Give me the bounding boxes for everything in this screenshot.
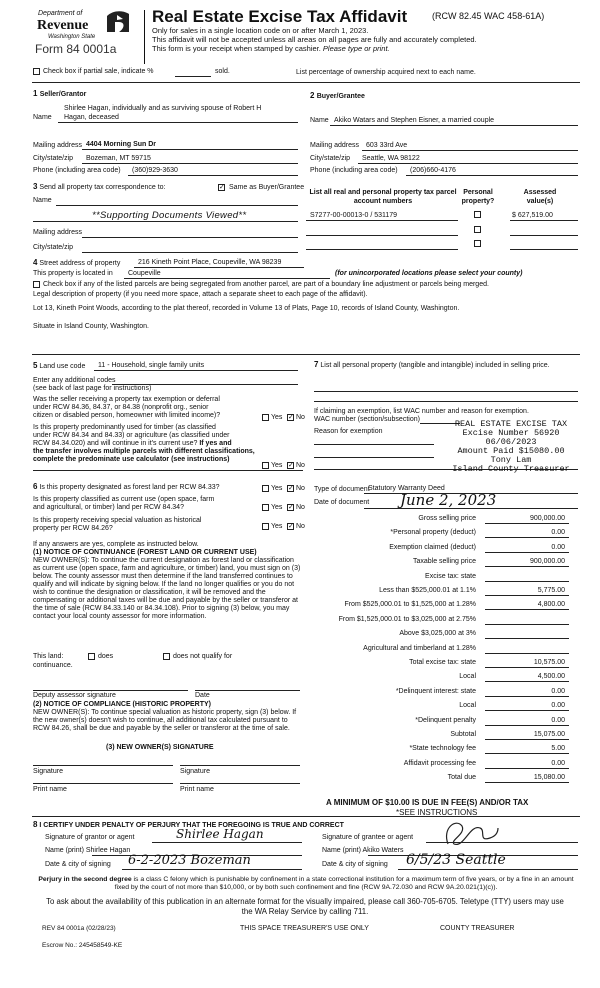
historic-question: Is this property receiving special valuation as historical property per RCW 84.26?: [33, 517, 202, 532]
parcel-field-1[interactable]: [306, 220, 458, 221]
buyer-mail-field[interactable]: [362, 150, 578, 151]
signature-label: Signature: [33, 768, 63, 775]
calc-row-field[interactable]: [485, 667, 569, 668]
minimum-due-note: A MINIMUM OF $10.00 IS DUE IN FEE(S) AND/OR TAX: [326, 798, 529, 807]
timber-no-checkbox[interactable]: ✓: [288, 462, 294, 469]
corr-name-field[interactable]: [56, 205, 298, 206]
calc-row-value: 900,000.00: [529, 515, 565, 522]
does-not-checkbox[interactable]: [163, 653, 170, 660]
divider: [32, 816, 580, 817]
calc-row-field[interactable]: [485, 638, 569, 639]
calc-row-label: From $1,525,000.01 to $3,025,000 at 2.75%: [338, 616, 476, 623]
calc-row-value: 4,800.00: [537, 601, 565, 608]
calc-row-label: *Delinquent penalty: [415, 717, 476, 724]
calc-row-value: 10,575.00: [533, 659, 565, 666]
buyer-mail-label: Mailing address: [310, 142, 360, 149]
personal-property-checkbox-3[interactable]: [474, 240, 481, 247]
grantor-signature-field[interactable]: [152, 842, 302, 843]
buyer-phone-value: (206)660-4176: [410, 167, 456, 174]
location-value: Coupeville: [128, 270, 161, 277]
forest-land-question: 6 Is this property designated as forest land per RCW 84.33?: [33, 482, 220, 491]
seller-phone-value: (360)929-3630: [132, 167, 178, 174]
historic-no-checkbox[interactable]: ✓: [288, 523, 294, 530]
calc-row-label: Less than $525,000.01 at 1.1%: [379, 587, 476, 594]
timber-no-label: No: [296, 462, 305, 469]
calc-row-label: Taxable selling price: [412, 558, 476, 565]
notice-compliance-text: NEW OWNER(S): To continue special valuation as historic property, sign (3) below. If the new owner(s) doesn't wish to continue, all additional tax calculated pursuant to RCW 84.26, shall be due and payable by the seller or transferor at the time of sale.: [33, 709, 297, 732]
historic-no-label: No: [296, 523, 305, 530]
additional-codes-label: Enter any additional codes: [33, 377, 116, 384]
seller-name-line2: Hagan, deceased: [64, 114, 119, 121]
grantor-signature-image: Shirlee Hagan: [176, 827, 264, 841]
value-field-2[interactable]: [510, 235, 578, 236]
calc-row-label: Local: [459, 702, 476, 709]
exemption-no-checkbox[interactable]: ✓: [288, 414, 294, 421]
buyer-mail-value: 603 33rd Ave: [366, 142, 408, 149]
seller-mail-field[interactable]: [82, 149, 298, 150]
current-use-yes-label: Yes: [271, 504, 283, 511]
street-address-field[interactable]: [134, 267, 304, 268]
form-number: Form 84 0001a: [35, 42, 117, 56]
buyer-name-label: Name: [310, 117, 329, 124]
seller-city-label: City/state/zip: [33, 155, 74, 162]
calc-row-label: *Personal property (deduct): [390, 529, 476, 536]
dept-label: Department of: [38, 10, 83, 17]
calc-row-label: Affidavit processing fee: [403, 760, 476, 767]
timber-underline: [33, 470, 303, 471]
personal-property-field-1[interactable]: [314, 391, 578, 392]
calc-row-field[interactable]: [485, 595, 569, 596]
partial-sale-label: Check box if partial sale, indicate %: [43, 68, 154, 75]
calc-row-field[interactable]: [485, 681, 569, 682]
partial-sale-checkbox[interactable]: [33, 68, 40, 75]
new-owner-sig-field-1[interactable]: [33, 765, 173, 766]
exemption-yes-label: Yes: [271, 414, 283, 421]
calc-row-label: *State technology fee: [409, 745, 476, 752]
calc-row-value: 5.00: [551, 745, 565, 752]
location-select[interactable]: [124, 278, 330, 279]
page-title: Real Estate Excise Tax Affidavit: [152, 7, 408, 26]
street-address-value: 216 Kineth Point Place, Coupeville, WA 98239: [138, 259, 282, 266]
treasurer-use-label: THIS SPACE TREASURER'S USE ONLY: [240, 925, 369, 932]
seller-phone-label: Phone (including area code): [33, 167, 121, 174]
corr-mail-field[interactable]: [82, 237, 298, 238]
calc-row-field[interactable]: [485, 696, 569, 697]
exemption-reason-field-2[interactable]: [314, 457, 434, 458]
deputy-signature-label: Deputy assessor signature: [33, 692, 116, 699]
calc-row-field[interactable]: [485, 609, 569, 610]
header-note-2: This affidavit will not be accepted unless all areas on all pages are fully and accurately completed.: [152, 35, 477, 44]
calc-row-value: 15,080.00: [533, 774, 565, 781]
perjury-notice: Perjury in the second degree is a class C felony which is punishable by confinement in a state correctional institution for a maximum term of five years, or by a fine in an amount fixed by the court of not more than $10,000, or by both such confinement and fine (RCW 9A.72.030 and RCW 9A.20.021(1)(c)).: [38, 876, 574, 891]
calc-row-label: Above $3,025,000 at 3%: [399, 630, 476, 637]
divider: [32, 82, 580, 83]
buyer-city-value: Seattle, WA 98122: [362, 155, 420, 162]
notice-continuance-title: (1) NOTICE OF CONTINUANCE (FOREST LAND OR CURRENT USE): [33, 549, 257, 556]
buyer-name-field[interactable]: [330, 125, 578, 126]
calc-row-label: Gross selling price: [418, 515, 476, 522]
calc-row-value: 900,000.00: [529, 558, 565, 565]
buyer-phone-label: Phone (including area code): [310, 167, 398, 174]
header-note-1: Only for sales in a single location code on or after March 1, 2023.: [152, 26, 369, 35]
land-use-label: 5 Land use code: [33, 361, 86, 370]
corr-extra-line: [33, 221, 298, 222]
legal-desc-label: Legal description of property (if you need more space, attach a separate sheet to each page of the affidavit).: [33, 291, 368, 298]
seller-mail-label: Mailing address: [33, 142, 83, 149]
doc-type-label: Type of document: [314, 486, 370, 493]
value-field-1[interactable]: [510, 220, 578, 221]
grantee-signature-label: Signature of grantee or agent: [322, 834, 414, 841]
parcel-column-header: List all real and personal property tax parcel account numbers: [309, 189, 457, 205]
seller-name-line1: Shirlee Hagan, individually and as surviving spouse of Robert H: [64, 105, 262, 112]
deputy-date-label: Date: [195, 692, 210, 699]
calc-row-value: 4,500.00: [537, 673, 565, 680]
calc-row-value: 0.00: [551, 717, 565, 724]
legal-desc-text: Lot 13, Kineth Point Woods, according to the plat thereof, recorded in Volume 13 of Plats, Page 10, records of Island County, Washington.: [33, 305, 460, 312]
current-use-yes-checkbox[interactable]: [262, 504, 269, 511]
assessed-value-1: $ 627,519.00: [512, 212, 553, 219]
additional-codes-note: (see back of last page for instructions): [33, 385, 152, 392]
rcw-reference: (RCW 82.45 WAC 458-61A): [432, 11, 545, 21]
exemption-no-label: No: [296, 414, 305, 421]
calc-row-value: 0.00: [551, 688, 565, 695]
new-owner-print-field-1[interactable]: [33, 783, 173, 784]
historic-yes-label: Yes: [271, 523, 283, 530]
partial-pct-field[interactable]: [175, 76, 211, 77]
calc-row-field[interactable]: [485, 523, 569, 524]
grantee-date-label: Date & city of signing: [322, 861, 388, 868]
does-checkbox[interactable]: [88, 653, 95, 660]
seller-city-field[interactable]: [82, 163, 298, 164]
located-in-label: This property is located in: [33, 270, 113, 277]
forest-no-label: No: [296, 485, 305, 492]
calc-row-field[interactable]: [485, 653, 569, 654]
current-use-no-checkbox[interactable]: ✓: [288, 504, 294, 511]
state-label: Washington State: [48, 34, 96, 40]
doc-date-field[interactable]: [364, 508, 578, 509]
dor-logo-icon: [105, 8, 131, 34]
print-name-label: Print name: [180, 786, 214, 793]
doc-date-value: June 2, 2023: [400, 491, 497, 509]
calc-row-label: Total excise tax: state: [409, 659, 476, 666]
calc-row-label: *Delinquent interest: state: [395, 688, 476, 695]
this-land-label: This land:: [33, 653, 64, 660]
forest-yes-label: Yes: [271, 485, 283, 492]
seller-name-label: Name: [33, 114, 52, 121]
if-yes-note: If any answers are yes, complete as instructed below.: [33, 541, 199, 548]
divider: [32, 354, 580, 355]
buyer-phone-field[interactable]: [406, 175, 578, 176]
parcel-field-2[interactable]: [306, 235, 458, 236]
corr-name-label: Name: [33, 197, 52, 204]
calc-row-label: From $525,000.01 to $1,525,000 at 1.28%: [344, 601, 476, 608]
percentage-note: List percentage of ownership acquired next to each name.: [296, 69, 476, 76]
personal-property-checkbox-1[interactable]: [474, 211, 481, 218]
calc-row-field[interactable]: [485, 725, 569, 726]
parcel-field-3[interactable]: [306, 249, 458, 250]
grantee-date-value: 6/5/23 Seattle: [406, 852, 506, 868]
new-owner-signature-title: (3) NEW OWNER(S) SIGNATURE: [106, 744, 214, 751]
does-not-label: does not qualify for: [173, 653, 233, 660]
calc-row-value: 15,075.00: [533, 731, 565, 738]
buyer-heading: 2 Buyer/Grantee: [310, 91, 365, 100]
calc-row-value: 0.00: [551, 760, 565, 767]
notice-continuance-text: NEW OWNER(S): To continue the current designation as forest land or classification as current use (open space, farm and agriculture, or timber) land, you must sign on (3) below. The county assessor must then determine if the land transferred continues to qualify and will indicate by signing below. If the land no longer qualifies or you do not wish to continue the designation or classification, it will be removed and the compensating or additional taxes will be due and payable by the seller or transferor at the time of sale (RCW 84.33.140 or 84.34.108). Prior to signing (3) below, you may contact your local county assessor for more information.: [33, 557, 301, 620]
street-address-label: 4 Street address of property: [33, 258, 121, 267]
revenue-logo-text: Revenue: [37, 18, 89, 33]
current-use-no-label: No: [296, 504, 305, 511]
segregated-label: Check box if any of the listed parcels are being segregated from another parcel, are part of a boundary line adjustment or parcels being merged.: [43, 281, 489, 288]
assessed-value-header: Assessed value(s): [523, 189, 557, 205]
buyer-city-field[interactable]: [358, 163, 578, 164]
seller-city-value: Bozeman, MT 59715: [86, 155, 151, 162]
calc-row-field[interactable]: [485, 566, 569, 567]
notice-compliance-title: (2) NOTICE OF COMPLIANCE (HISTORIC PROPERTY): [33, 701, 211, 708]
calc-row-field[interactable]: [485, 768, 569, 769]
grantee-signature-mark: [440, 818, 500, 848]
new-owner-print-field-2[interactable]: [180, 783, 300, 784]
corr-city-field[interactable]: [82, 252, 298, 253]
exemption-question: Was the seller receiving a property tax exemption or deferral under RCW 84.36, 84.37, or 84.38 (nonprofit org., senior citizen or disabled person, homeowner with limited income)?: [33, 396, 221, 419]
calc-row-field[interactable]: [485, 710, 569, 711]
calc-row-value: 5,775.00: [537, 587, 565, 594]
seller-name-field[interactable]: [58, 122, 298, 123]
county-treasurer-label: COUNTY TREASURER: [440, 925, 515, 932]
exemption-instructions: If claiming an exemption, list WAC number and reason for exemption.: [314, 408, 529, 415]
unincorporated-note: (for unincorporated locations please select your county): [335, 270, 523, 277]
calc-row-label: Local: [459, 673, 476, 680]
calc-row-label: Subtotal: [450, 731, 476, 738]
calc-row-field[interactable]: [485, 581, 569, 582]
certify-statement: 8 I CERTIFY UNDER PENALTY OF PERJURY THAT THE FOREGOING IS TRUE AND CORRECT: [33, 820, 344, 829]
revision-code: REV 84 0001a (02/28/23): [42, 925, 116, 932]
seller-phone-field[interactable]: [128, 175, 298, 176]
continuance-label: continuance.: [33, 662, 73, 669]
treasurer-stamp: REAL ESTATE EXCISE TAX Excise Number 56920 06/06/2023 Amount Paid $15080.00 Tony Lam Island County Treasurer: [452, 419, 570, 474]
calc-row-field[interactable]: [485, 782, 569, 783]
deputy-signature-field[interactable]: [33, 690, 188, 691]
seller-heading: 1 Seller/Grantor: [33, 89, 87, 98]
calc-row-label: Agricultural and timberland at 1.28%: [363, 645, 476, 652]
calc-row-value: 0.00: [551, 702, 565, 709]
personal-property-field-2[interactable]: [314, 401, 578, 402]
grantor-date-field[interactable]: [122, 869, 302, 870]
forest-yes-checkbox[interactable]: [262, 485, 269, 492]
same-as-buyer-label: Same as Buyer/Grantee: [229, 184, 305, 191]
signature-label: Signature: [180, 768, 210, 775]
timber-question: Is this property predominantly used for timber (as classified under RCW 84.34 and 84.33) or agriculture (as classified under RCW 84.34.020) and will continue in it's current use? If yes and the transfer involves multiple parcels with different classifications, complete the predominate use calculator (see instructions): [33, 424, 255, 463]
value-field-3[interactable]: [510, 249, 578, 250]
doc-type-value: Statutory Warranty Deed: [368, 485, 445, 492]
additional-codes-field[interactable]: [112, 384, 298, 385]
tax-correspondence-label: 3 Send all property tax correspondence to:: [33, 182, 166, 191]
seller-mail-value: 4404 Morning Sun Dr: [86, 141, 157, 148]
personal-property-checkbox-2[interactable]: [474, 226, 481, 233]
land-use-field[interactable]: [94, 370, 298, 371]
calc-row-value: 0.00: [551, 529, 565, 536]
forest-no-checkbox[interactable]: ✓: [288, 485, 294, 492]
calc-row-label: Exemption claimed (deduct): [389, 544, 476, 551]
calc-row-value: 0.00: [551, 544, 565, 551]
supporting-docs-note: **Supporting Documents Viewed**: [92, 210, 247, 221]
situate-text: Situate in Island County, Washington.: [33, 323, 149, 330]
exemption-reason-label: Reason for exemption: [314, 428, 383, 435]
corr-city-label: City/state/zip: [33, 244, 74, 251]
see-instructions-note: *SEE INSTRUCTIONS: [396, 808, 478, 817]
calc-row-field[interactable]: [485, 552, 569, 553]
grantee-date-field[interactable]: [398, 869, 578, 870]
print-name-label: Print name: [33, 786, 67, 793]
historic-yes-checkbox[interactable]: [262, 523, 269, 530]
header-divider: [144, 10, 145, 64]
does-label: does: [98, 653, 114, 660]
calc-row-field[interactable]: [485, 624, 569, 625]
current-use-question: Is this property classified as current use (open space, farm and agricultural, or timber) land per RCW 84.34?: [33, 496, 215, 511]
exemption-reason-field-1[interactable]: [314, 444, 434, 445]
calc-row-field[interactable]: [485, 753, 569, 754]
calc-row-label: Excise tax: state: [425, 573, 476, 580]
calc-row-label: Total due: [447, 774, 476, 781]
wac-number-label: WAC number (section/subsection): [314, 416, 420, 423]
buyer-city-label: City/state/zip: [310, 155, 351, 162]
doc-date-label: Date of document: [314, 499, 370, 506]
corr-mail-label: Mailing address: [33, 229, 83, 236]
calc-row-field[interactable]: [485, 739, 569, 740]
accessibility-notice: To ask about the availability of this publication in an alternate format for the visually impaired, please call 360-705-6705. Teletype (TTY) users may use the WA Relay Service by calling 711.: [46, 897, 564, 916]
timber-yes-label: Yes: [271, 462, 283, 469]
personal-property-header: Personal property?: [461, 189, 495, 205]
grantee-name-label: Name (print) Akiko Waters: [322, 847, 404, 854]
grantor-signature-label: Signature of grantor or agent: [45, 834, 135, 841]
personal-property-list-label: 7 List all personal property (tangible and intangible) included in selling price.: [314, 360, 550, 369]
calc-row-field[interactable]: [485, 537, 569, 538]
grantor-date-value: 6-2-2023 Bozeman: [128, 853, 251, 868]
land-use-value: 11 - Household, single family units: [98, 362, 205, 369]
buyer-name-value: Akiko Watars and Stephen Eisner, a married couple: [334, 117, 495, 124]
grantor-date-label: Date & city of signing: [45, 861, 111, 868]
segregated-checkbox[interactable]: [33, 281, 40, 288]
exemption-yes-checkbox[interactable]: [262, 414, 269, 421]
header-note-3: This form is your receipt when stamped by cashier. Please type or print.: [152, 44, 390, 53]
escrow-number: Escrow No.: 245458549-KE: [42, 942, 123, 949]
parcel-number-1: S7277-00-00013-0 / 531179: [310, 212, 398, 219]
timber-yes-checkbox[interactable]: [262, 462, 269, 469]
grantor-name-label: Name (print) Shirlee Hagan: [45, 847, 131, 854]
sold-label: sold.: [215, 68, 230, 75]
same-as-buyer-checkbox[interactable]: ✓: [219, 184, 225, 191]
